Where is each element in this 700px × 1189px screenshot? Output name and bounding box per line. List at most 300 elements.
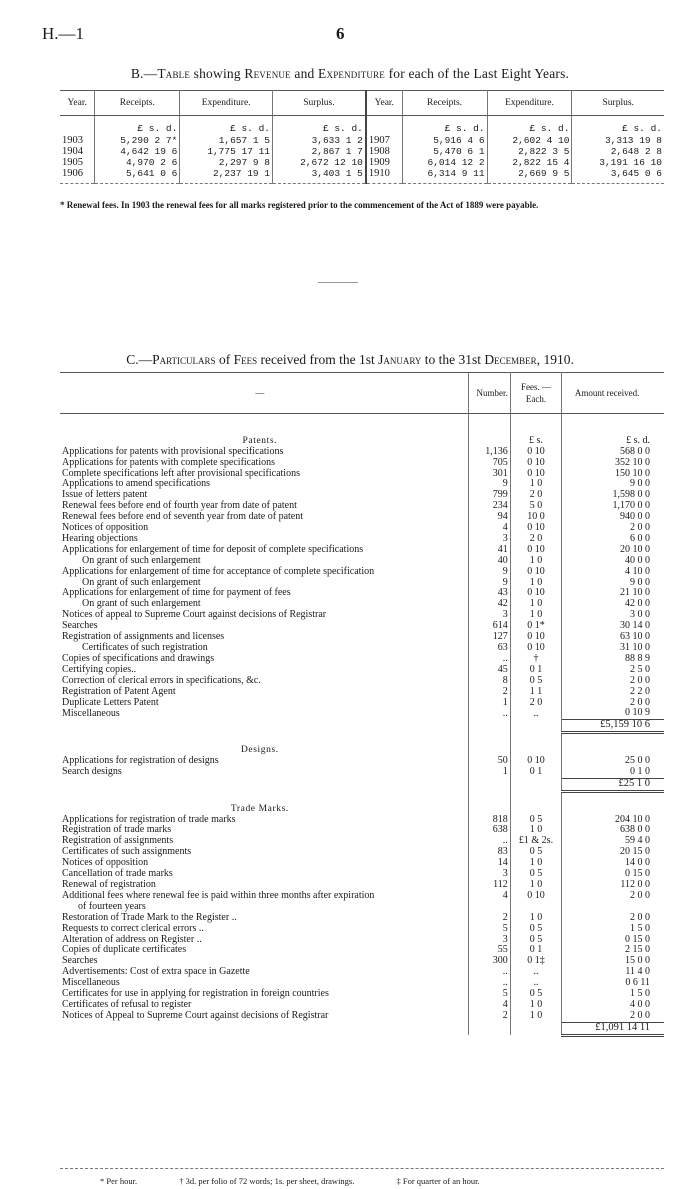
fee-amount: 2 15 0	[625, 944, 650, 956]
fee-row	[60, 447, 664, 458]
spacer-cell	[460, 610, 469, 621]
table-cell: 3,191 16 10	[599, 157, 662, 168]
spacer-cell	[460, 880, 469, 891]
document-code: H.—1	[42, 24, 85, 43]
spacer-cell	[460, 578, 469, 589]
fee-number: 2	[469, 687, 510, 698]
spacer-cell	[460, 654, 469, 665]
spacer-cell	[460, 458, 469, 469]
fee-each: ..	[510, 978, 561, 989]
fee-number: 1	[469, 698, 510, 709]
spacer-cell	[460, 687, 469, 698]
fee-amount: 0 15 0	[625, 933, 650, 945]
fee-description: Miscellaneous	[62, 707, 120, 719]
fee-amount: 63 10 0	[620, 631, 650, 643]
fee-each: 0 10	[510, 567, 561, 578]
spacer-cell	[460, 858, 469, 869]
fee-amount: 150 10 0	[615, 467, 650, 479]
fee-description: Applications for registration of trade marks	[62, 813, 236, 825]
spacer-cell	[460, 720, 469, 733]
spacer-cell	[460, 545, 469, 556]
fee-each: 0 10	[510, 458, 561, 469]
spacer-cell	[460, 479, 469, 490]
table-cell: 2,822 15 4	[487, 157, 572, 168]
table-cell: 3,313 19 8	[604, 135, 662, 146]
fee-amount: 2 0 0	[630, 1009, 650, 1021]
spacer-cell	[469, 1022, 510, 1035]
fee-each: 5 0	[510, 501, 561, 512]
spacer-cell	[60, 425, 460, 436]
spacer-cell	[460, 501, 469, 512]
table-cell: 4,642 19 6	[95, 146, 180, 157]
spacer-cell	[460, 967, 469, 978]
fee-number: 705	[469, 458, 510, 469]
fee-each: 1 0	[510, 913, 561, 924]
fee-description: Certificates for use in applying for registration in foreign countries	[62, 988, 329, 1000]
fee-description: Registration of assignments	[62, 835, 174, 847]
table-cell: 1905	[60, 157, 95, 168]
fee-amount: 0 1 0	[630, 765, 650, 777]
fee-each: £1 & 2s.	[510, 836, 561, 847]
spacer-cell	[460, 469, 469, 480]
table-c-title: C.—Particulars of Fees received from the 1st January to the 31st December, 1910.	[126, 352, 574, 367]
fee-number: 818	[469, 815, 510, 826]
fee-number: 799	[469, 490, 510, 501]
fee-number: 3	[469, 534, 510, 545]
fee-number: 40	[469, 556, 510, 567]
spacer-cell	[460, 556, 469, 567]
spacer-cell	[460, 567, 469, 578]
fee-number: ..	[469, 708, 510, 719]
spacer-cell	[460, 836, 469, 847]
fee-each: 1 0	[510, 858, 561, 869]
fee-amount: 25 0 0	[625, 755, 650, 767]
table-b-footnote: * Renewal fees. In 1903 the renewal fees for all marks registered prior to the commencement of the Act of 1889 were payable.	[60, 200, 539, 210]
table-row	[60, 168, 664, 184]
fee-each: 0 10	[510, 447, 561, 458]
fee-each: 0 1	[510, 767, 561, 778]
spacer-cell	[460, 447, 469, 458]
table-cell: 5,290 2 7*	[95, 135, 180, 146]
fee-each: 2 0	[510, 490, 561, 501]
fee-amount: 88 8 9	[625, 652, 650, 664]
spacer-cell	[460, 698, 469, 709]
fee-row	[60, 654, 664, 665]
col-header: Fees. — Each.	[510, 373, 561, 414]
fee-amount: 20 15 0	[620, 846, 650, 858]
fee-each: 1 0	[510, 578, 561, 589]
fee-amount: 11 4 0	[625, 966, 650, 978]
spacer-cell	[60, 414, 460, 425]
col-header: Surplus.	[273, 91, 366, 116]
fee-description: Notices of opposition	[62, 522, 149, 534]
fee-number: 83	[469, 847, 510, 858]
table-cell: 5,916 4 6	[402, 135, 487, 146]
fee-description: Certificates of such assignments	[62, 846, 192, 858]
fee-each: 0 10	[510, 588, 561, 599]
fee-description: Certificates of such registration	[82, 642, 208, 653]
table-cell: 2,867 1 7	[273, 146, 366, 157]
fee-amount: 9 0 0	[630, 478, 650, 490]
fee-each: 0 1	[510, 665, 561, 676]
footer-rule	[60, 1168, 664, 1169]
spacer-row	[60, 791, 664, 803]
section-heading: Trade Marks.	[230, 803, 289, 814]
table-row	[60, 135, 664, 146]
spacer-cell	[469, 733, 510, 745]
footnote: * Per hour.	[100, 1176, 138, 1186]
fee-each: 0 10	[510, 523, 561, 534]
fee-row	[60, 767, 664, 778]
fee-row	[60, 523, 664, 534]
fee-each: 1 0	[510, 479, 561, 490]
fee-amount: 0 10 9	[625, 707, 650, 719]
table-cell: 2,669 9 5	[487, 168, 572, 184]
spacer-cell	[460, 956, 469, 967]
spacer-cell	[460, 643, 469, 654]
spacer-cell	[460, 756, 469, 767]
section-total: £5,159 10 6	[562, 720, 664, 733]
unit-label: £ s. d.	[95, 116, 180, 136]
unit-label: £ s. d.	[622, 123, 662, 134]
fee-amount: 20 10 0	[620, 543, 650, 555]
fee-row	[60, 891, 664, 902]
fee-description: On grant of such enlargement	[82, 576, 201, 588]
fee-amount: 2 0 0	[630, 674, 650, 686]
spacer-cell	[460, 891, 469, 902]
fee-amount: 2 0 0	[630, 522, 650, 534]
fee-amount: 0 15 0	[625, 868, 650, 880]
fee-description: Searches	[62, 955, 98, 967]
fee-description: Correction of clerical errors in specifications, &c.	[62, 674, 261, 686]
revenue-expenditure-table	[60, 90, 664, 184]
fee-number: 301	[469, 469, 510, 480]
col-header: Expenditure.	[487, 91, 572, 116]
spacer-cell	[460, 913, 469, 924]
fee-each: 0 5	[510, 924, 561, 935]
spacer-cell	[460, 767, 469, 778]
fee-number: 234	[469, 501, 510, 512]
spacer-cell	[469, 425, 510, 436]
col-header: Year.	[60, 91, 95, 116]
spacer-cell	[60, 791, 460, 803]
fee-description: Notices of opposition	[62, 857, 149, 869]
fee-amount: 3 0 0	[630, 609, 650, 621]
fee-number: 4	[469, 891, 510, 902]
fee-number: 1,136	[469, 447, 510, 458]
fee-description: Applications for registration of designs	[62, 755, 219, 767]
fee-amount: 638 0 0	[620, 824, 650, 836]
spacer-cell	[460, 414, 469, 425]
spacer-cell	[510, 414, 561, 425]
fee-description: Alteration of address on Register ..	[62, 933, 202, 945]
fee-row	[60, 512, 664, 523]
spacer-cell	[562, 791, 664, 803]
fee-description: of fourteen years	[78, 900, 146, 912]
spacer-cell	[460, 621, 469, 632]
fee-number: 3	[469, 935, 510, 946]
spacer-cell	[510, 733, 561, 745]
page-number: 6	[336, 24, 345, 43]
spacer-cell	[460, 935, 469, 946]
fees-table	[60, 372, 664, 1037]
fee-each: 2 0	[510, 698, 561, 709]
fee-description: Registration of trade marks	[62, 824, 172, 836]
fee-description: Applications to amend specifications	[62, 478, 211, 490]
section-heading: Patents.	[242, 435, 278, 446]
spacer-cell	[460, 847, 469, 858]
fee-number: 9	[469, 567, 510, 578]
spacer-row	[60, 414, 664, 425]
col-header: Amount received.	[562, 373, 664, 414]
fee-amount: 940 0 0	[620, 511, 650, 523]
spacer-cell	[460, 588, 469, 599]
fee-amount: 204 10 0	[615, 813, 650, 825]
fee-description: Duplicate Letters Patent	[62, 696, 159, 708]
spacer-cell	[510, 804, 561, 815]
fee-each: 0 10	[510, 756, 561, 767]
table-cell: 5,470 6 1	[402, 146, 487, 157]
fee-amount: 1,598 0 0	[612, 489, 650, 501]
fee-each: 0 5	[510, 815, 561, 826]
unit-label: £ s. d.	[273, 116, 366, 136]
spacer-cell	[460, 436, 469, 447]
spacer-cell	[60, 1022, 460, 1035]
spacer-cell	[510, 778, 561, 791]
table-cell: 3,633 1 2	[273, 135, 366, 146]
section-total: £25 1 0	[562, 778, 664, 791]
fee-each: 0 10	[510, 632, 561, 643]
fee-row	[60, 708, 664, 719]
spacer-cell	[469, 414, 510, 425]
fee-number: 5	[469, 924, 510, 935]
spacer-cell	[460, 534, 469, 545]
fee-description: Renewal fees before end of fourth year from date of patent	[62, 500, 297, 512]
spacer-cell	[460, 924, 469, 935]
spacer-row	[60, 425, 664, 436]
total-row	[60, 778, 664, 791]
table-cell: 2,672 12 10	[273, 157, 366, 168]
unit-label: £ s. d.	[402, 116, 487, 136]
table-row	[60, 146, 664, 157]
fee-number: 94	[469, 512, 510, 523]
col-header: Surplus.	[572, 91, 664, 116]
fee-each: 0 10	[510, 643, 561, 654]
fee-amount: 0 6 11	[625, 977, 650, 989]
fee-number: 3	[469, 869, 510, 880]
fee-description: Issue of letters patent	[62, 489, 148, 501]
fee-amount: 14 0 0	[625, 857, 650, 869]
spacer-cell	[469, 804, 510, 815]
fee-row	[60, 458, 664, 469]
fee-description: Renewal fees before end of seventh year from date of patent	[62, 511, 304, 523]
fee-each: 1 0	[510, 599, 561, 610]
table-cell: 1907	[366, 135, 402, 146]
fee-amount: 1,170 0 0	[612, 500, 650, 512]
spacer-cell	[562, 733, 664, 745]
total-row	[60, 1022, 664, 1035]
spacer-cell	[460, 733, 469, 745]
table-cell: 3,645 0 6	[572, 168, 664, 184]
spacer-cell	[60, 778, 460, 791]
spacer-cell	[460, 425, 469, 436]
fee-each: 1 1	[510, 687, 561, 698]
fee-amount: 1 5 0	[630, 922, 650, 934]
fee-description: On grant of such enlargement	[82, 598, 201, 610]
spacer-cell	[460, 815, 469, 826]
fee-description: On grant of such enlargement	[82, 554, 201, 566]
fee-row	[60, 567, 664, 578]
fee-number: 9	[469, 479, 510, 490]
fee-number: 55	[469, 945, 510, 956]
fee-each: 1 0	[510, 880, 561, 891]
fee-description: Applications for enlargement of time for deposit of complete specifications	[62, 543, 364, 555]
section-divider	[318, 282, 358, 283]
fee-description: Applications for enlargement of time for acceptance of complete specification	[62, 565, 375, 577]
fee-description: Hearing objections	[62, 532, 138, 544]
fee-number: 1	[469, 767, 510, 778]
fee-description: Search designs	[62, 766, 122, 778]
fee-number: 9	[469, 578, 510, 589]
fee-each: 0 5	[510, 847, 561, 858]
spacer-cell	[469, 720, 510, 733]
fee-number: 42	[469, 599, 510, 610]
spacer-cell	[460, 676, 469, 687]
spacer-cell	[60, 733, 460, 745]
section-total: £1,091 14 11	[562, 1022, 664, 1035]
section-heading-row	[60, 804, 664, 815]
table-cell: 1,657 1 5	[180, 135, 273, 146]
spacer-cell	[510, 720, 561, 733]
fee-each: 0 1	[510, 945, 561, 956]
table-cell: 2,297 9 8	[180, 157, 273, 168]
fee-row	[60, 945, 664, 956]
fee-description: Copies of specifications and drawings	[62, 652, 215, 664]
fee-row	[60, 479, 664, 490]
col-header: Receipts.	[95, 91, 180, 116]
fee-description: Registration of assignments and licenses	[62, 631, 225, 643]
fee-each: 0 10	[510, 891, 561, 902]
fee-number: 614	[469, 621, 510, 632]
col-header: Year.	[366, 91, 402, 116]
spacer-cell	[460, 778, 469, 791]
fee-amount: 568 0 0	[620, 445, 650, 457]
spacer-cell	[460, 1011, 469, 1022]
fee-amount: 4 0 0	[630, 998, 650, 1010]
fee-amount: 2 5 0	[630, 663, 650, 675]
fee-each: 1 0	[510, 825, 561, 836]
fee-number: 2	[469, 1011, 510, 1022]
table-cell: 1910	[366, 168, 402, 184]
fee-each: 1 0	[510, 1000, 561, 1011]
spacer-cell	[60, 720, 460, 733]
table-cell: 1906	[60, 168, 95, 184]
table-b-title: B.—Table showing Revenue and Expenditure for each of the Last Eight Years.	[130, 66, 570, 81]
fee-number: 43	[469, 588, 510, 599]
spacer-cell	[460, 902, 469, 913]
table-cell: 1,775 17 11	[180, 146, 273, 157]
fee-number: 5	[469, 989, 510, 1000]
fee-description: Applications for enlargement of time for payment of fees	[62, 587, 291, 599]
spacer-cell	[460, 1000, 469, 1011]
col-header: Expenditure.	[180, 91, 273, 116]
fee-description: Copies of duplicate certificates	[62, 944, 187, 956]
table-cell: 1909	[366, 157, 402, 168]
fee-amount: 2 0 0	[630, 696, 650, 708]
unit-label: £ s. d.	[180, 116, 273, 136]
fee-number: 4	[469, 1000, 510, 1011]
fee-number: 127	[469, 632, 510, 643]
fee-description: Searches	[62, 620, 98, 632]
unit-label: £ s. d.	[487, 116, 572, 136]
footnote: † 3d. per folio of 72 words; 1s. per sheet, drawings.	[179, 1176, 355, 1186]
fee-description: Applications for patents with complete specifications	[62, 456, 275, 468]
fee-each: 1 0	[510, 610, 561, 621]
fee-each: 1 0	[510, 556, 561, 567]
fee-amount: 6 0 0	[630, 532, 650, 544]
fee-number: 2	[469, 913, 510, 924]
fee-each: 0 10	[510, 469, 561, 480]
fee-amount: 21 10 0	[620, 587, 650, 599]
spacer-cell	[460, 804, 469, 815]
spacer-cell	[460, 708, 469, 719]
fee-amount: 40 0 0	[625, 554, 650, 566]
fee-number: 41	[469, 545, 510, 556]
fee-each: †	[510, 654, 561, 665]
fee-row	[60, 967, 664, 978]
fee-each: 0 1‡	[510, 956, 561, 967]
table-cell: 1904	[60, 146, 95, 157]
table-cell: 2,602 4 10	[487, 135, 572, 146]
fee-description: Advertisements: Cost of extra space in Gazette	[62, 966, 250, 978]
fee-description: Notices of Appeal to Supreme Court against decisions of Registrar	[62, 1010, 329, 1022]
table-cell: 1903	[60, 135, 95, 146]
fee-row	[60, 847, 664, 858]
spacer-cell	[469, 791, 510, 803]
fee-description: Requests to correct clerical errors ..	[62, 922, 204, 934]
fee-number: 3	[469, 610, 510, 621]
spacer-cell	[510, 791, 561, 803]
table-cell: 4,970 2 6	[95, 157, 180, 168]
fee-description: Notices of appeal to Supreme Court against decisions of Registrar	[62, 609, 327, 621]
spacer-cell	[460, 989, 469, 1000]
table-cell: 3,403 1 5	[273, 168, 366, 184]
fee-amount: 352 10 0	[615, 456, 650, 468]
fee-amount: 112 0 0	[620, 879, 650, 890]
fee-description: Registration of Patent Agent	[62, 685, 176, 697]
fee-description: Restoration of Trade Mark to the Register ..	[62, 911, 237, 923]
fee-number: 4	[469, 523, 510, 534]
fee-each: 0 1*	[510, 621, 561, 632]
spacer-cell	[460, 632, 469, 643]
fee-description: Applications for patents with provisional specifications	[62, 445, 284, 457]
footnote: ‡ For quarter of an hour.	[396, 1176, 480, 1186]
fee-amount: 59 4 0	[625, 835, 650, 847]
fee-amount: 2 0 0	[630, 889, 650, 901]
fee-each: 1 0	[510, 1011, 561, 1022]
fee-number: 8	[469, 676, 510, 687]
fee-number: ..	[469, 654, 510, 665]
fee-description: Cancellation of trade marks	[62, 868, 173, 880]
fee-number: 50	[469, 756, 510, 767]
table-cell: 2,822 3 5	[487, 146, 572, 157]
fee-row	[60, 924, 664, 935]
spacer-cell	[460, 978, 469, 989]
fee-each: 0 5	[510, 676, 561, 687]
spacer-row	[60, 733, 664, 745]
spacer-cell	[460, 869, 469, 880]
footnotes	[100, 1176, 620, 1186]
